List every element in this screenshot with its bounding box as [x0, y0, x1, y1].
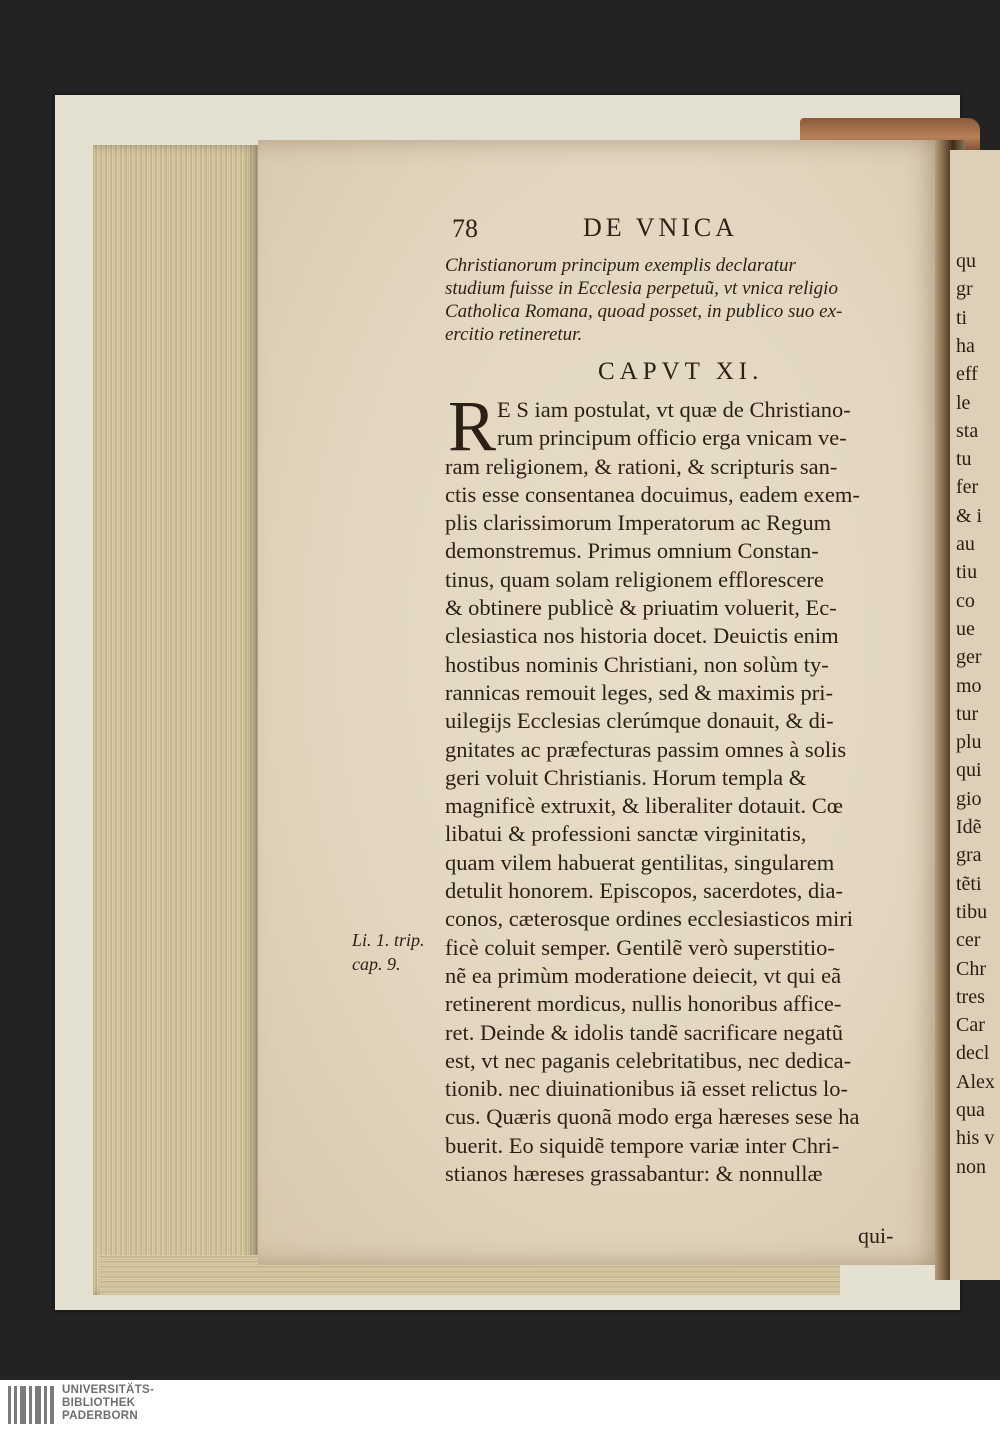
summary-line: studium fuisse in Ecclesia perpetuũ, vt vnica religio: [445, 278, 838, 299]
facing-page-fragment: Chr: [956, 957, 986, 980]
facing-page-fragment: ger: [956, 646, 982, 669]
margin-note: [352, 928, 425, 976]
text-line: stianos hæreses grassabantur: & nonnullæ: [445, 1161, 823, 1187]
facing-page-fragment: le: [956, 391, 971, 414]
text-line: ctis esse consentanea docuimus, eadem exem-: [445, 481, 860, 507]
facing-page-fragment: & i: [956, 504, 983, 527]
chapter-summary: [445, 254, 945, 346]
text-line: conos, cæterosque ordines ecclesiasticos miri: [445, 906, 854, 932]
text-line: rannicas remouit leges, sed & maximis pri-: [445, 679, 834, 705]
text-line: quam vilem habuerat gentilitas, singularem: [445, 849, 835, 875]
logo-bar: [35, 1386, 41, 1424]
facing-page-fragment: qua: [956, 1099, 985, 1121]
chapter-heading: CAPVT XI.: [598, 358, 764, 385]
library-logo-icon: [8, 1386, 54, 1424]
facing-page-fragment: tẽti: [956, 872, 982, 895]
logo-bar: [44, 1386, 47, 1424]
logo-bar: [50, 1386, 54, 1424]
text-line: detulit honorem. Episcopos, sacerdotes, dia-: [445, 878, 844, 904]
facing-page-fragment: tibu: [956, 900, 988, 923]
catchword: qui-: [858, 1223, 894, 1248]
facing-page-fragment: co: [956, 589, 975, 612]
text-line: plis clarissimorum Imperatorum ac Regum: [445, 510, 832, 536]
text-line: demonstremus. Primus omnium Constan-: [445, 538, 819, 564]
margin-note-line: cap. 9.: [352, 954, 401, 974]
facing-page-fragment: au: [956, 533, 975, 555]
facing-page-fragment: Alex: [956, 1070, 995, 1093]
text-line: cus. Quæris quonã modo erga hæreses sese ha: [445, 1104, 860, 1130]
logo-bar: [20, 1386, 26, 1424]
facing-page-fragment: Idẽ: [956, 816, 982, 838]
text-line: tinus, quam solam religionem efflorescere: [445, 566, 824, 592]
facing-page-fragment: eff: [956, 363, 978, 386]
body-text: [445, 396, 945, 1188]
text-line: uilegijs Ecclesias clerúmque donauit, & di-: [445, 708, 834, 734]
text-line: magnificè extruxit, & liberaliter dotauit. Cœ: [445, 793, 844, 819]
facing-page-fragment: gr: [956, 278, 973, 301]
text-line: clesiastica nos historia docet. Deuictis enim: [445, 623, 839, 649]
facing-page-fragment: fer: [956, 476, 979, 499]
page-number: 78: [452, 214, 478, 243]
text-line: ret. Deinde & idolis tandẽ sacrificare negatũ: [445, 1019, 843, 1045]
text-line: ficè coluit semper. Gentilẽ verò superstitio-: [445, 934, 835, 960]
text-line: est, vt nec paganis celebritatibus, nec dedica-: [445, 1047, 852, 1073]
text-line: gnitates ac præfecturas passim omnes à solis: [445, 736, 847, 762]
facing-page-fragment: qui: [956, 759, 982, 782]
facing-page-fragment: tur: [956, 702, 979, 725]
drop-cap: R: [448, 386, 497, 466]
text-line: libatui & professioni sanctæ virginitatis,: [445, 821, 807, 847]
facing-page-fragment: plu: [956, 731, 982, 754]
text-line: nẽ ea primùm moderatione deiecit, vt qui eã: [445, 962, 842, 988]
text-line: retinerent mordicus, nullis honoribus affice-: [445, 991, 842, 1017]
text-line: geri voluit Christianis. Horum templa &: [445, 764, 807, 790]
facing-page: [950, 150, 1000, 1280]
logo-bar: [8, 1386, 11, 1424]
facing-page-fragment: tu: [956, 448, 972, 471]
facing-page-fragment: cer: [956, 929, 981, 952]
text-line: E S iam postulat, vt quæ de Christiano-: [497, 397, 851, 422]
footer-bar: [0, 1380, 1000, 1431]
library-name-line: BIBLIOTHEK: [62, 1397, 136, 1409]
facing-page-fragment: Car: [956, 1014, 985, 1037]
text-line: buerit. Eo siquidẽ tempore variæ inter Chri-: [445, 1132, 840, 1158]
logo-bar: [14, 1386, 17, 1424]
margin-note-line: Li. 1. trip.: [352, 930, 425, 950]
summary-line: Christianorum principum exemplis declaratur: [445, 255, 796, 276]
facing-page-fragment: mo: [956, 674, 982, 697]
running-head: DE VNICA: [583, 213, 739, 242]
text-line: ram religionem, & rationi, & scripturis san-: [445, 453, 838, 479]
logo-bar: [29, 1386, 32, 1424]
facing-page-fragment: ti: [956, 306, 968, 329]
facing-page-fragment: ue: [956, 617, 975, 640]
text-line: & obtinere publicè & priuatim voluerit, Ec-: [445, 595, 837, 621]
summary-line: Catholica Romana, quoad posset, in publico suo ex-: [445, 301, 843, 322]
summary-line: ercitio retineretur.: [445, 324, 583, 345]
facing-page-fragment: ha: [956, 334, 975, 357]
page-block-edges: [93, 145, 258, 1295]
facing-page-fragment: non: [956, 1155, 986, 1178]
facing-page-fragment: gra: [956, 844, 982, 867]
facing-page-fragment: sta: [956, 419, 979, 442]
text-line: rum principum officio erga vnicam ve-: [497, 425, 847, 451]
text-line: hostibus nominis Christiani, non solùm ty-: [445, 651, 829, 677]
text-line: tionib. nec diuinationibus iã esset relictus lo-: [445, 1076, 849, 1102]
library-name-line: PADERBORN: [62, 1410, 138, 1422]
facing-page-fragment: qu: [956, 250, 976, 272]
library-name-line: UNIVERSITÄTS-: [62, 1384, 155, 1396]
facing-page-fragment: tres: [956, 985, 985, 1008]
facing-page-fragment: his v: [956, 1127, 995, 1150]
facing-page-fragment: tiu: [956, 561, 978, 584]
facing-page-fragment: decl: [956, 1042, 990, 1065]
facing-page-fragment: gio: [956, 787, 982, 810]
library-name: [62, 1384, 154, 1423]
